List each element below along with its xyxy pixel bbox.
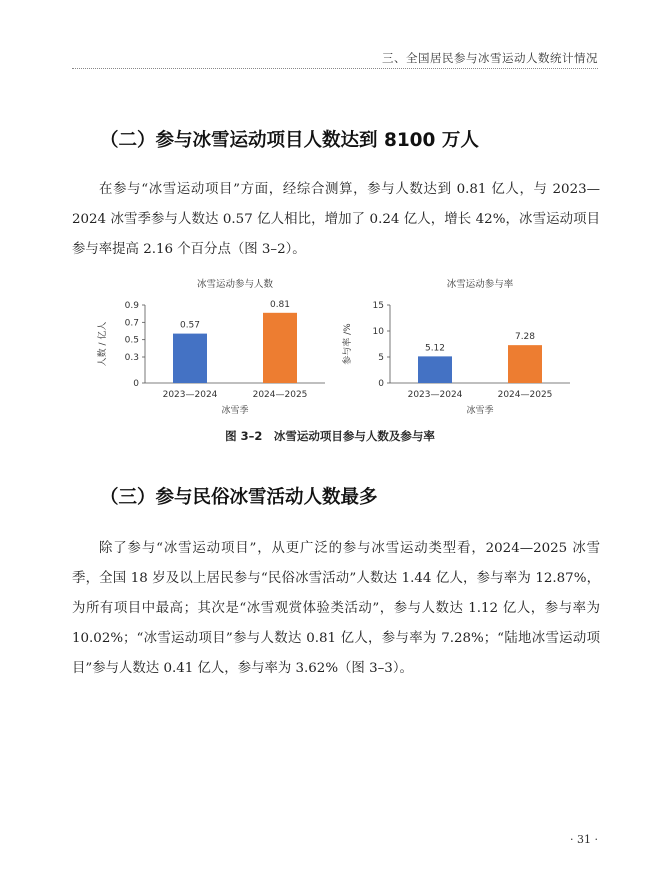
- y-tick-label: 0: [133, 379, 139, 389]
- bar-1: [418, 356, 452, 383]
- y-tick-label: 0: [378, 379, 384, 389]
- y-tick-label: 0.9: [124, 301, 139, 311]
- y-tick-label: 5: [378, 353, 384, 363]
- chart-title: 冰雪运动参与率: [446, 279, 514, 290]
- data-label-2: 0.81: [269, 299, 291, 310]
- x-axis-label: 冰雪季: [221, 406, 249, 416]
- chart-participants-svg: [85, 270, 340, 420]
- data-label-1: 0.57: [179, 320, 201, 331]
- section-2-paragraph: 在参与“冰雪运动项目”方面，经综合测算，参与人数达到 0.81 亿人，与 2023—2024 冰雪季参与人数达 0.57 亿人相比，增加了 0.24 亿人，增长 42%，冰雪运动项目参与率提高 2.16 个百分点（图 3–2）。: [72, 182, 600, 257]
- y-tick-label: 0.7: [124, 318, 139, 329]
- bar-2: [508, 345, 542, 383]
- y-axis-label: 参与率 /%: [343, 323, 353, 365]
- data-label-2: 7.28: [514, 332, 536, 343]
- figure-caption: 图 3–2 冰雪运动项目参与人数及参与率: [225, 429, 435, 443]
- running-header: 三、全国居民参与冰雪运动人数统计情况: [382, 51, 598, 65]
- section-heading-2: （二）参与冰雪运动项目人数达到 8100 万人: [100, 130, 479, 151]
- y-tick-label: 15: [372, 301, 384, 311]
- data-label-1: 5.12: [424, 343, 446, 354]
- y-axis-label: 人数 / 亿人: [98, 321, 108, 367]
- section-3-paragraph: 除了参与“冰雪运动项目”，从更广泛的参与冰雪运动类型看，2024—2025 冰雪季，全国 18 岁及以上居民参与“民俗冰雪活动”人数达 1.44 亿人，参与率为 12.87%，为所有项目中最高；其次是“冰雪观赏体验类活动”，参与人数达 1.12 亿人，参与率为 10.02%；“冰雪运动项目”参与人数达 0.81 亿人，参与率为 7.28%；“陆地冰雪运动项目”参与人数达 0.41 亿人，参与率为 3.62%（图 3–3）。: [72, 541, 600, 676]
- chart-participation-rate-svg: [330, 270, 585, 420]
- x-tick-label-1: 2023—2024: [407, 390, 463, 400]
- y-tick-label: 10: [372, 327, 384, 337]
- y-tick-label: 0.3: [124, 353, 139, 363]
- chart-participation-rate: [330, 270, 585, 420]
- x-tick-label-2: 2024—2025: [252, 390, 308, 400]
- header-divider: [72, 68, 598, 69]
- x-tick-label-2: 2024—2025: [497, 390, 553, 400]
- page-number: · 31 ·: [570, 833, 598, 846]
- y-tick-label: 0.5: [124, 335, 139, 346]
- bar-1: [173, 334, 207, 383]
- x-axis-label: 冰雪季: [466, 406, 494, 416]
- bar-2: [263, 313, 297, 383]
- x-tick-label-1: 2023—2024: [162, 390, 218, 400]
- chart-participants: [85, 270, 340, 420]
- chart-title: 冰雪运动参与人数: [196, 279, 274, 290]
- section-heading-3: （三）参与民俗冰雪活动人数最多: [100, 487, 378, 508]
